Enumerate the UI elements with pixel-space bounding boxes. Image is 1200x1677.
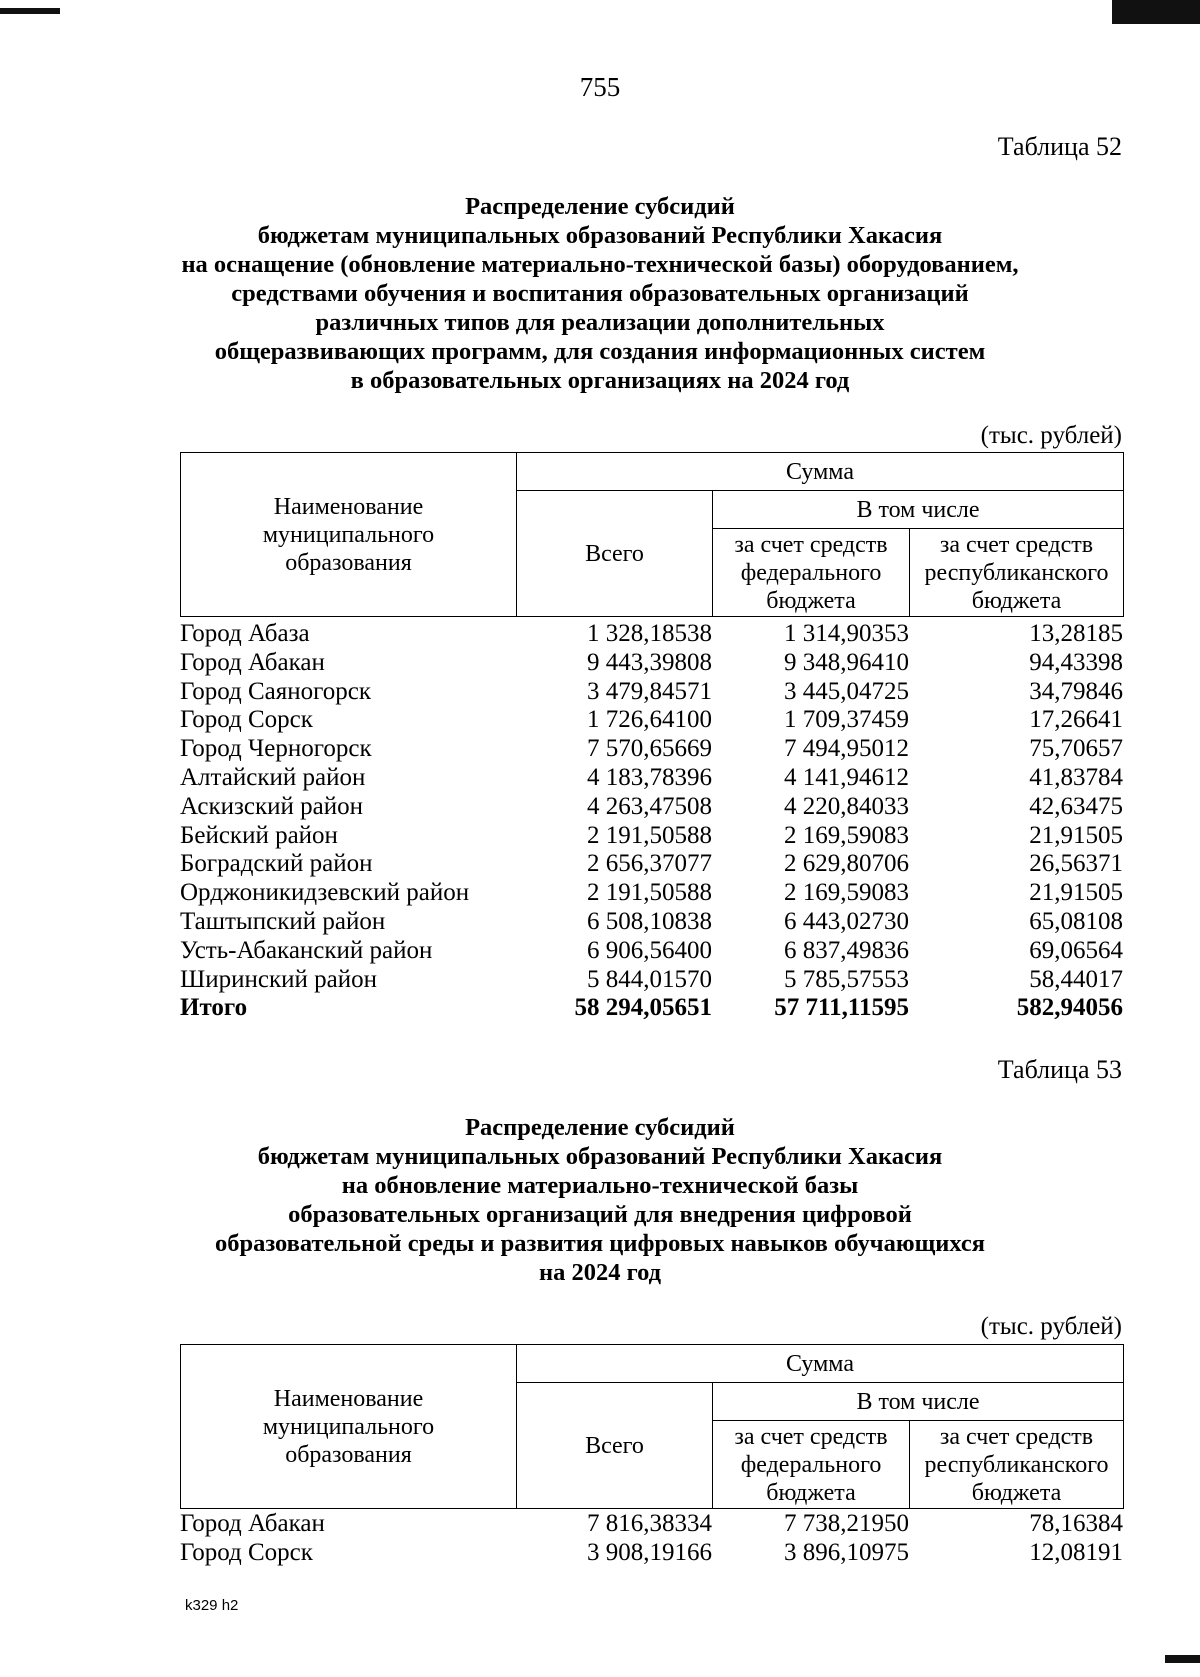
header-republic: за счет средств республиканского бюджета — [910, 1421, 1124, 1509]
scan-mark-bottom-right — [1165, 1655, 1200, 1663]
table-row: Город Черногорск 7 570,65669 7 494,95012 75,70657 — [180, 735, 1123, 763]
table-53-units: (тыс. рублей) — [980, 1313, 1122, 1340]
table-row: Таштыпский район 6 508,10838 6 443,02730 65,08108 — [180, 907, 1123, 935]
table-52-title: Распределение субсидий бюджетам муниципальных образований Республики Хакасия на оснащение (обновление материально-технической базы) оборудованием, средствами обучения и воспитания образовательных организаций различных типов для реализации дополнительных общеразвивающих программ, для создания информационных систем в образовательных организациях на 2024 год — [181, 193, 1019, 394]
header-including: В том числе — [713, 1383, 1124, 1421]
footer-code: k329 h2 — [185, 1597, 239, 1614]
table-row: Алтайский район 4 183,78396 4 141,94612 41,83784 — [180, 763, 1123, 791]
table-row: Город Саяногорск 3 479,84571 3 445,04725 34,79846 — [180, 677, 1123, 705]
header-name: Наименование муниципального образования — [181, 1345, 517, 1509]
header-name: Наименование муниципального образования — [181, 453, 517, 617]
table-row: Бейский район 2 191,50588 2 169,59083 21,91505 — [180, 821, 1123, 849]
table-52-units: (тыс. рублей) — [980, 422, 1122, 449]
header-federal: за счет средств федерального бюджета — [713, 1421, 910, 1509]
table-row: Аскизский район 4 263,47508 4 220,84033 42,63475 — [180, 792, 1123, 820]
table-53-body — [180, 1510, 1123, 1568]
table-53-label: Таблица 53 — [997, 1055, 1122, 1084]
table-53-header — [180, 1344, 1124, 1509]
header-total: Всего — [517, 491, 713, 617]
table-row: Усть-Абаканский район 6 906,56400 6 837,49836 69,06564 — [180, 936, 1123, 964]
table-row: Город Абакан 9 443,39808 9 348,96410 94,43398 — [180, 648, 1123, 676]
table-52-label: Таблица 52 — [997, 132, 1122, 161]
header-federal: за счет средств федерального бюджета — [713, 529, 910, 617]
table-row: Боградский район 2 656,37077 2 629,80706 26,56371 — [180, 850, 1123, 878]
table-52-body — [180, 620, 1123, 1023]
header-sum: Сумма — [517, 1345, 1124, 1383]
header-including: В том числе — [713, 491, 1124, 529]
page-number: 755 — [579, 72, 621, 102]
table-row: Город Абакан 7 816,38334 7 738,21950 78,16384 — [180, 1510, 1123, 1537]
table-row: Город Абаза 1 328,18538 1 314,90353 13,28185 — [180, 620, 1123, 647]
table-53-title: Распределение субсидий бюджетам муниципальных образований Республики Хакасия на обновление материально-технической базы образовательных организаций для внедрения цифровой образовательной среды и развития цифровых навыков обучающихся на 2024 год — [214, 1114, 986, 1286]
header-total: Всего — [517, 1383, 713, 1509]
table-row: Орджоникидзевский район 2 191,50588 2 169,59083 21,91505 — [180, 879, 1123, 907]
header-republic: за счет средств республиканского бюджета — [910, 529, 1124, 617]
table-row: Ширинский район 5 844,01570 5 785,57553 58,44017 — [180, 965, 1123, 993]
table-52-header — [180, 452, 1124, 617]
scan-mark-top-right — [1112, 0, 1200, 24]
table-total-row: Итого 58 294,05651 57 711,11595 582,94056 — [180, 994, 1123, 1022]
scan-mark-top-left — [0, 8, 60, 14]
header-sum: Сумма — [517, 453, 1124, 491]
table-row: Город Сорск 1 726,64100 1 709,37459 17,26641 — [180, 706, 1123, 734]
table-row: Город Сорск 3 908,19166 3 896,10975 12,08191 — [180, 1538, 1123, 1566]
